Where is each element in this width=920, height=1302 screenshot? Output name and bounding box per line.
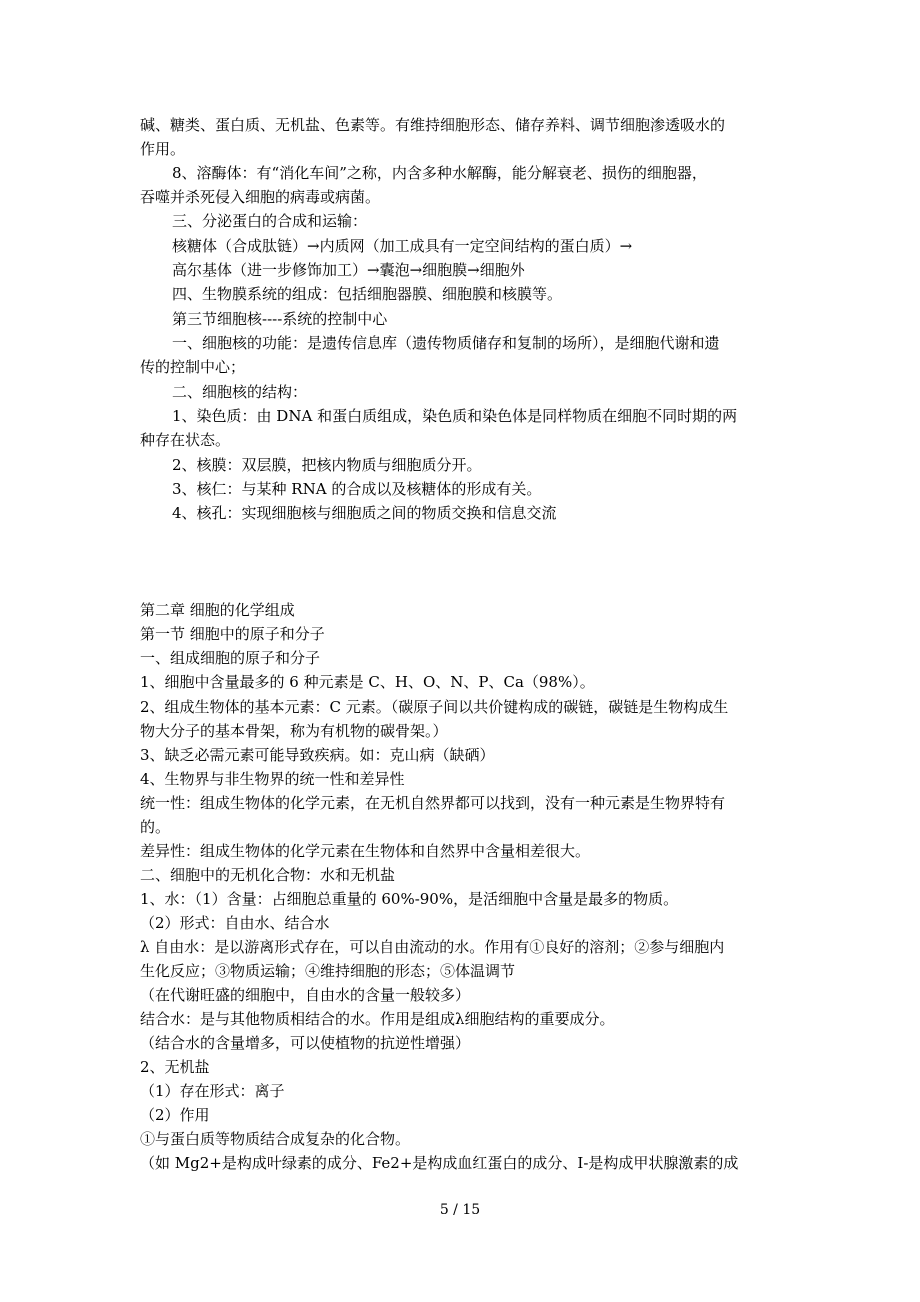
- text-line: 2、核膜：双层膜，把核内物质与细胞质分开。: [172, 456, 482, 474]
- text-line: 物大分子的基本骨架，称为有机物的碳骨架。）: [140, 722, 448, 740]
- text-line: 1、水：（1）含量：占细胞总重量的 60%-90%，是活细胞中含量是最多的物质。: [140, 890, 679, 908]
- text-line: 统一性：组成生物体的化学元素，在无机自然界都可以找到，没有一种元素是生物界特有: [140, 794, 726, 812]
- text-line: （结合水的含量增多，可以使植物的抗逆性增强）: [140, 1034, 471, 1052]
- text-line: 吞噬并杀死侵入细胞的病毒或病菌。: [140, 188, 381, 206]
- text-line: 3、核仁：与某种 RNA 的合成以及核糖体的形成有关。: [172, 480, 542, 498]
- text-line: （2）作用: [140, 1106, 210, 1124]
- text-line: 2、组成生物体的基本元素：C 元素。（碳原子间以共价键构成的碳链，碳链是生物构成生: [140, 698, 729, 716]
- text-line: 1、细胞中含量最多的 6 种元素是 C、H、O、N、P、Ca（98%）。: [140, 673, 595, 691]
- text-line: λ 自由水：是以游离形式存在，可以自由流动的水。作用有①良好的溶剂；②参与细胞内: [140, 938, 725, 956]
- text-line: 二、细胞核的结构：: [172, 383, 308, 401]
- text-line: 四、生物膜系统的组成：包括细胞器膜、细胞膜和核膜等。: [172, 285, 563, 303]
- text-line: 传的控制中心；: [140, 358, 246, 376]
- text-line: 结合水：是与其他物质相结合的水。作用是组成λ细胞结构的重要成分。: [140, 1010, 615, 1028]
- text-line: 生化反应；③物质运输；④维持细胞的形态；⑤体温调节: [140, 962, 516, 980]
- page-number: 5 / 15: [439, 1202, 481, 1218]
- text-line: 3、缺乏必需元素可能导致疾病。如：克山病（缺硒）: [140, 746, 495, 764]
- text-line: 三、分泌蛋白的合成和运输：: [172, 212, 368, 230]
- text-line: 2、无机盐: [140, 1058, 210, 1076]
- text-line: （如 Mg2+是构成叶绿素的成分、Fe2+是构成血红蛋白的成分、I-是构成甲状腺激素的成: [140, 1154, 739, 1172]
- text-line: 碱、糖类、蛋白质、无机盐、色素等。有维持细胞形态、储存养料、调节细胞渗透吸水的: [140, 116, 726, 134]
- section-heading: 第三节细胞核----系统的控制中心: [172, 310, 388, 328]
- section-heading: 第一节 细胞中的原子和分子: [140, 625, 325, 643]
- text-line: 种存在状态。: [140, 431, 231, 449]
- text-line: ①与蛋白质等物质结合成复杂的化合物。: [140, 1130, 411, 1148]
- text-line: 作用。: [140, 140, 186, 158]
- text-line: 的。: [140, 818, 171, 836]
- text-line: 一、组成细胞的原子和分子: [140, 649, 321, 667]
- text-line: （1）存在形式：离子: [140, 1082, 285, 1100]
- text-line: 高尔基体（进一步修饰加工）→囊泡→细胞膜→细胞外: [172, 261, 525, 279]
- text-line: （2）形式：自由水、结合水: [140, 914, 330, 932]
- text-line: 二、细胞中的无机化合物：水和无机盐: [140, 866, 396, 884]
- text-line: 核糖体（合成肽链）→内质网（加工成具有一定空间结构的蛋白质）→: [172, 237, 633, 255]
- text-line: 一、细胞核的功能：是遗传信息库（遗传物质储存和复制的场所），是细胞代谢和遗: [172, 334, 720, 352]
- text-line: 4、生物界与非生物界的统一性和差异性: [140, 770, 405, 788]
- text-line: 4、核孔：实现细胞核与细胞质之间的物质交换和信息交流: [172, 504, 557, 522]
- text-line: 8、溶酶体：有“消化车间”之称，内含多种水解酶，能分解衰老、损伤的细胞器，: [172, 164, 707, 182]
- chapter-heading: 第二章 细胞的化学组成: [140, 601, 295, 619]
- text-line: 1、染色质：由 DNA 和蛋白质组成，染色质和染色体是同样物质在细胞不同时期的两: [172, 407, 738, 425]
- text-line: 差异性：组成生物体的化学元素在生物体和自然界中含量相差很大。: [140, 842, 591, 860]
- text-line: （在代谢旺盛的细胞中，自由水的含量一般较多）: [140, 986, 471, 1004]
